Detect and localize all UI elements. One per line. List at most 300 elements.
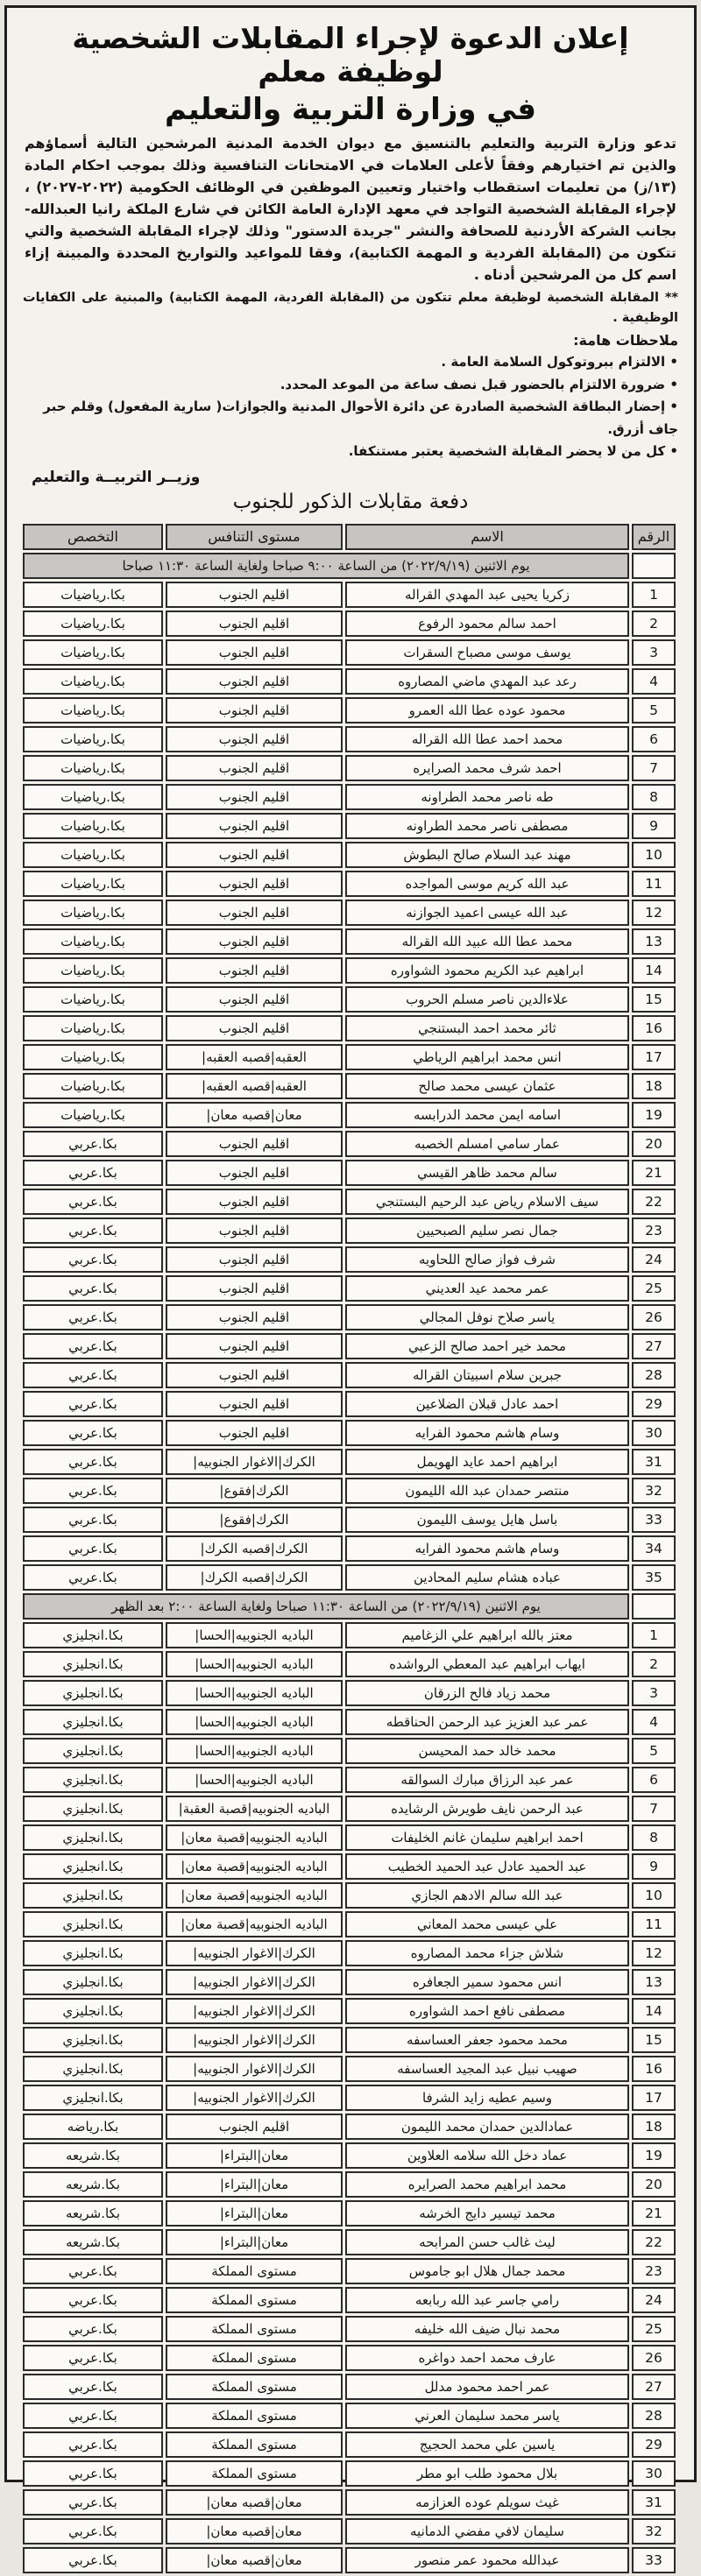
cell-level: الكرك|الاغوار الجنوبيه| — [166, 2085, 343, 2111]
table-row — [23, 755, 676, 781]
table-row — [23, 2431, 676, 2458]
cell-level: الباديه الجنوبيه|قصبة معان| — [166, 1882, 343, 1909]
cell-name: سليمان لافي مفضي الدمانيه — [345, 2518, 629, 2544]
table-row — [23, 2258, 676, 2284]
table-row — [23, 1535, 676, 1562]
cell-level: اقليم الجنوب — [166, 755, 343, 781]
cell-name: مصطفى ناصر محمد الطراونه — [345, 813, 629, 839]
cell-level: معان|البتراء| — [166, 2171, 343, 2198]
cell-specialization: بكا.انجليزي — [23, 1709, 163, 1735]
cell-specialization: بكا.شريعه — [23, 2200, 163, 2227]
cell-name: عباده هشام سليم المحادين — [345, 1564, 629, 1591]
table-row — [23, 1044, 676, 1070]
cell-level: الكرك|الاغوار الجنوبيه| — [166, 2056, 343, 2082]
table-row — [23, 2316, 676, 2342]
cell-specialization: بكا.عربي — [23, 2316, 163, 2342]
cell-level: اقليم الجنوب — [166, 871, 343, 897]
table-row — [23, 2171, 676, 2198]
table-row — [23, 957, 676, 984]
cell-specialization: بكا.انجليزي — [23, 1738, 163, 1764]
cell-level: الباديه الجنوبيه|الحسا| — [166, 1709, 343, 1735]
cell-number: 17 — [632, 1044, 676, 1070]
cell-number: 13 — [632, 1969, 676, 1995]
cell-name: علي عيسى محمد المعاني — [345, 1911, 629, 1937]
cell-level: الباديه الجنوبيه|الحسا| — [166, 1738, 343, 1764]
table-row — [23, 2027, 676, 2053]
cell-specialization: بكا.عربي — [23, 1362, 163, 1388]
cell-specialization: بكا.رياضيات — [23, 639, 163, 666]
cell-name: ياسر محمد سليمان العرني — [345, 2403, 629, 2429]
cell-name: احمد ابراهيم سليمان غانم الخليفات — [345, 1824, 629, 1851]
intro-paragraph: تدعو وزارة التربية والتعليم بالتنسيق مع ديوان الخدمة المدنية المرشحين التالية أسماؤهم والذين تم اختيارهم وفقاً لأعلى العلامات في الامتحانات التنافسية وذلك بموجب احكام المادة (١٣/ز) من تعليمات استقطاب واختيار وتعيين الموظفين في الوظائف الحكومية (٢٠٢٢-٢٠٢٧) ، لإجراء المقابلة الشخصية التواجد في معهد الإدارة العامة الكائن في شارع الملكة رانيا العبدالله-بجانب الشركة الأردنية للصحافة والنشر "جريدة الدستور" وذلك لإجراء المقابلة الشخصية والتي تتكون من (المقابلة الفردية و المهمة الكتابية)، وفقا للمواعيد والتواريخ المحددة والمبينة إزاء اسم كل من المرشحين أدناه . — [25, 135, 676, 283]
cell-name: عبد الله سالم الادهم الجازي — [345, 1882, 629, 1909]
cell-level: اقليم الجنوب — [166, 957, 343, 984]
cell-name: وسام هاشم محمود الفرايه — [345, 1420, 629, 1446]
table-row — [23, 1767, 676, 1793]
cell-name: مهند عبد السلام صالح البطوش — [345, 842, 629, 868]
session-header-row — [23, 1593, 676, 1620]
table-row — [23, 1189, 676, 1215]
cell-specialization: بكا.عربي — [23, 2489, 163, 2516]
cell-specialization: بكا.رياضيات — [23, 610, 163, 637]
cell-number: 8 — [632, 784, 676, 810]
cell-specialization: بكا.شريعه — [23, 2171, 163, 2198]
batch-title: دفعة مقابلات الذكور للجنوب — [232, 490, 469, 513]
cell-specialization: بكا.عربي — [23, 2287, 163, 2313]
cell-specialization: بكا.رياضه — [23, 2114, 163, 2140]
cell-specialization: بكا.عربي — [23, 2518, 163, 2544]
table-row — [23, 1824, 676, 1851]
cell-name: سيف الاسلام رياض عبد الرحيم البستنجي — [345, 1189, 629, 1215]
cell-level: مستوى المملكة — [166, 2460, 343, 2487]
table-row — [23, 1507, 676, 1533]
cell-number: 9 — [632, 813, 676, 839]
cell-level: الكرك|الاغوار الجنوبيه| — [166, 1969, 343, 1995]
cell-number: 2 — [632, 1651, 676, 1677]
cell-number: 6 — [632, 726, 676, 752]
table-row — [23, 1680, 676, 1706]
table-row — [23, 2489, 676, 2516]
cell-specialization: بكا.عربي — [23, 1535, 163, 1562]
cell-specialization: بكا.رياضيات — [23, 668, 163, 695]
table-row — [23, 784, 676, 810]
cell-number: 24 — [632, 2287, 676, 2313]
table-row — [23, 1391, 676, 1417]
cell-name: ابراهيم احمد عايد الهويمل — [345, 1449, 629, 1475]
cell-specialization: بكا.شريعه — [23, 2229, 163, 2255]
cell-specialization: بكا.عربي — [23, 2258, 163, 2284]
cell-specialization: بكا.عربي — [23, 1131, 163, 1157]
cell-specialization: بكا.رياضيات — [23, 986, 163, 1013]
cell-level: معان|البتراء| — [166, 2142, 343, 2169]
table-row — [23, 1709, 676, 1735]
cell-number: 14 — [632, 957, 676, 984]
cell-name: عبد الرحمن نايف طويرش الرشايده — [345, 1796, 629, 1822]
session-time: يوم الاثنين (٢٠٢٢/٩/١٩) من الساعة ٩:٠٠ صباحا ولغاية الساعة ١١:٣٠ صباحا — [23, 553, 629, 579]
session-empty-cell — [632, 1593, 676, 1620]
table-row — [23, 2287, 676, 2313]
notes-heading: ملاحظات هامة: — [573, 332, 678, 349]
cell-number: 19 — [632, 2142, 676, 2169]
cell-level: اقليم الجنوب — [166, 668, 343, 695]
cell-specialization: بكا.رياضيات — [23, 697, 163, 723]
cell-level: الباديه الجنوبيه|قصبة معان| — [166, 1824, 343, 1851]
cell-name: عبدالله محمود عمر منصور — [345, 2547, 629, 2573]
cell-number: 32 — [632, 1478, 676, 1504]
cell-number: 19 — [632, 1102, 676, 1128]
table-row — [23, 871, 676, 897]
table-row — [23, 1246, 676, 1273]
cell-number: 7 — [632, 1796, 676, 1822]
cell-level: اقليم الجنوب — [166, 1391, 343, 1417]
cell-specialization: بكا.رياضيات — [23, 813, 163, 839]
announcement-subtitle: في وزارة التربية والتعليم — [165, 92, 536, 127]
cell-name: عمادالدين حمدان محمد الليمون — [345, 2114, 629, 2140]
column-header-number: الرقم — [632, 524, 676, 550]
table-row — [23, 1102, 676, 1128]
cell-name: وسام هاشم محمود الفرايه — [345, 1535, 629, 1562]
table-row — [23, 2056, 676, 2082]
cell-specialization: بكا.عربي — [23, 1449, 163, 1475]
table-row — [23, 1853, 676, 1880]
note-item: • إحضار البطاقة الشخصية الصادرة عن دائرة الأحوال المدنية والجوازات( سارية المفعول) وقلم حبر جاف أزرق. — [23, 396, 678, 441]
cell-level: مستوى المملكة — [166, 2287, 343, 2313]
table-row — [23, 1882, 676, 1909]
cell-specialization: بكا.انجليزي — [23, 1651, 163, 1677]
cell-level: الكرك|الاغوار الجنوبيه| — [166, 1449, 343, 1475]
cell-specialization: بكا.انجليزي — [23, 1680, 163, 1706]
table-row — [23, 1564, 676, 1591]
cell-name: اسامه ايمن محمد الدرابسه — [345, 1102, 629, 1128]
cell-level: معان|البتراء| — [166, 2200, 343, 2227]
cell-specialization: بكا.عربي — [23, 2374, 163, 2400]
cell-name: عمر احمد محمود مدلل — [345, 2374, 629, 2400]
cell-specialization: بكا.رياضيات — [23, 900, 163, 926]
cell-level: اقليم الجنوب — [166, 1362, 343, 1388]
cell-number: 6 — [632, 1767, 676, 1793]
table-row — [23, 1738, 676, 1764]
cell-level: معان|قصبه معان| — [166, 1102, 343, 1128]
table-row — [23, 726, 676, 752]
cell-name: رعد عبد المهدي ماضي المصاروه — [345, 668, 629, 695]
cell-level: مستوى المملكة — [166, 2345, 343, 2371]
cell-level: الباديه الجنوبيه|الحسا| — [166, 1622, 343, 1648]
cell-specialization: بكا.رياضيات — [23, 957, 163, 984]
cell-number: 4 — [632, 668, 676, 695]
cell-specialization: بكا.عربي — [23, 2403, 163, 2429]
cell-level: اقليم الجنوب — [166, 1420, 343, 1446]
cell-number: 11 — [632, 1911, 676, 1937]
cell-level: معان|البتراء| — [166, 2229, 343, 2255]
cell-specialization: بكا.عربي — [23, 1478, 163, 1504]
table-row — [23, 582, 676, 608]
cell-specialization: بكا.رياضيات — [23, 871, 163, 897]
cell-specialization: بكا.عربي — [23, 1391, 163, 1417]
cell-specialization: بكا.عربي — [23, 2460, 163, 2487]
column-header-specialization: التخصص — [23, 524, 163, 550]
cell-name: عبد الحميد عادل عبد الحميد الخطيب — [345, 1853, 629, 1880]
table-row — [23, 1304, 676, 1330]
cell-specialization: بكا.رياضيات — [23, 726, 163, 752]
table-row — [23, 610, 676, 637]
cell-specialization: بكا.عربي — [23, 1160, 163, 1186]
cell-name: انس محمود سمير الجعافره — [345, 1969, 629, 1995]
cell-number: 2 — [632, 610, 676, 637]
cell-number: 15 — [632, 2027, 676, 2053]
cell-number: 34 — [632, 1535, 676, 1562]
cell-name: وسيم عطيه زايد الشرفا — [345, 2085, 629, 2111]
cell-name: محمد خالد حمد المحيسن — [345, 1738, 629, 1764]
cell-name: ليث غالب حسن المرابحه — [345, 2229, 629, 2255]
cell-number: 1 — [632, 582, 676, 608]
cell-specialization: بكا.عربي — [23, 1507, 163, 1533]
cell-name: محمد محمود جعفر العساسفه — [345, 2027, 629, 2053]
cell-name: صهيب نبيل عبد المجيد العساسفه — [345, 2056, 629, 2082]
cell-number: 24 — [632, 1246, 676, 1273]
cell-level: مستوى المملكة — [166, 2431, 343, 2458]
cell-number: 23 — [632, 1217, 676, 1244]
cell-specialization: بكا.انجليزي — [23, 1940, 163, 1966]
table-row — [23, 668, 676, 695]
cell-level: اقليم الجنوب — [166, 2114, 343, 2140]
cell-name: احمد شرف محمد الصرايره — [345, 755, 629, 781]
table-row — [23, 2460, 676, 2487]
table-row — [23, 1275, 676, 1302]
cell-name: طه ناصر محمد الطراونه — [345, 784, 629, 810]
cell-name: سالم محمد ظاهر القيسي — [345, 1160, 629, 1186]
cell-number: 10 — [632, 842, 676, 868]
cell-number: 8 — [632, 1824, 676, 1851]
cell-level: اقليم الجنوب — [166, 726, 343, 752]
cell-specialization: بكا.انجليزي — [23, 1969, 163, 1995]
cell-name: احمد سالم محمود الرفوع — [345, 610, 629, 637]
cell-number: 33 — [632, 2547, 676, 2573]
table-row — [23, 2114, 676, 2140]
cell-level: الكرك|فقوع| — [166, 1507, 343, 1533]
cell-name: ايهاب ابراهيم عبد المعطي الرواشده — [345, 1651, 629, 1677]
cell-level: اقليم الجنوب — [166, 842, 343, 868]
cell-number: 16 — [632, 2056, 676, 2082]
cell-number: 29 — [632, 2431, 676, 2458]
cell-level: اقليم الجنوب — [166, 1246, 343, 1273]
cell-name: غيث سويلم عوده العزازمه — [345, 2489, 629, 2516]
cell-number: 11 — [632, 871, 676, 897]
cell-name: معتز بالله ابراهيم علي الزغاميم — [345, 1622, 629, 1648]
note-item: • الالتزام ببروتوكول السلامة العامة . — [23, 351, 678, 374]
cell-level: مستوى المملكة — [166, 2374, 343, 2400]
cell-specialization: بكا.عربي — [23, 2345, 163, 2371]
cell-number: 18 — [632, 2114, 676, 2140]
table-row — [23, 2547, 676, 2573]
cell-number: 10 — [632, 1882, 676, 1909]
cell-number: 18 — [632, 1073, 676, 1099]
cell-name: عمار سامي امسلم الخصبه — [345, 1131, 629, 1157]
cell-specialization: بكا.رياضيات — [23, 1073, 163, 1099]
cell-name: جبرين سلام اسبيتان القراله — [345, 1362, 629, 1388]
cell-specialization: بكا.انجليزي — [23, 2056, 163, 2082]
cell-number: 29 — [632, 1391, 676, 1417]
cell-number: 26 — [632, 1304, 676, 1330]
cell-specialization: بكا.عربي — [23, 1333, 163, 1359]
cell-specialization: بكا.رياضيات — [23, 1044, 163, 1070]
table-row — [23, 1969, 676, 1995]
cell-level: اقليم الجنوب — [166, 1160, 343, 1186]
cell-number: 16 — [632, 1015, 676, 1041]
cell-name: محمد احمد عطا الله القراله — [345, 726, 629, 752]
table-row — [23, 1160, 676, 1186]
table-row — [23, 1217, 676, 1244]
table-row — [23, 2403, 676, 2429]
cell-specialization: بكا.رياضيات — [23, 1015, 163, 1041]
table-header — [23, 524, 676, 550]
cell-number: 35 — [632, 1564, 676, 1591]
cell-level: مستوى المملكة — [166, 2403, 343, 2429]
announcement-title: إعلان الدعوة لإجراء المقابلات الشخصية لوظيفة معلم — [72, 21, 629, 88]
cell-name: محمد ابراهيم محمد الصرايره — [345, 2171, 629, 2198]
cell-level: الكرك|قصبه الكرك| — [166, 1535, 343, 1562]
table-row — [23, 928, 676, 955]
cell-level: اقليم الجنوب — [166, 813, 343, 839]
cell-level: العقبه|قصبه العقبه| — [166, 1073, 343, 1099]
cell-specialization: بكا.عربي — [23, 2431, 163, 2458]
cell-level: اقليم الجنوب — [166, 1304, 343, 1330]
cell-name: محمد خير احمد صالح الزعبي — [345, 1333, 629, 1359]
table-row — [23, 1911, 676, 1937]
cell-name: محمود عوده عطا الله العمرو — [345, 697, 629, 723]
table-row — [23, 2345, 676, 2371]
cell-level: معان|قصبه معان| — [166, 2518, 343, 2544]
cell-name: بلال محمود طلب ابو مطر — [345, 2460, 629, 2487]
cell-number: 3 — [632, 639, 676, 666]
cell-name: احمد عادل قبلان الضلاعين — [345, 1391, 629, 1417]
cell-specialization: بكا.شريعه — [23, 2142, 163, 2169]
cell-number: 5 — [632, 1738, 676, 1764]
cell-number: 28 — [632, 2403, 676, 2429]
cell-level: اقليم الجنوب — [166, 1189, 343, 1215]
cell-name: عارف محمد احمد دواغره — [345, 2345, 629, 2371]
cell-number: 21 — [632, 1160, 676, 1186]
cell-specialization: بكا.انجليزي — [23, 1622, 163, 1648]
cell-level: اقليم الجنوب — [166, 582, 343, 608]
cell-name: ثائر محمد احمد البستنجي — [345, 1015, 629, 1041]
session-time: يوم الاثنين (٢٠٢٢/٩/١٩) من الساعة ١١:٣٠ صباحا ولغاية الساعة ٢:٠٠ بعد الظهر — [23, 1593, 629, 1620]
cell-number: 5 — [632, 697, 676, 723]
cell-number: 30 — [632, 1420, 676, 1446]
cell-name: ياسين علي محمد الحجيج — [345, 2431, 629, 2458]
table-row — [23, 2229, 676, 2255]
cell-name: انس محمد ابراهيم الرياطي — [345, 1044, 629, 1070]
cell-number: 22 — [632, 1189, 676, 1215]
cell-name: عماد دخل الله سلامه العلاوين — [345, 2142, 629, 2169]
note-item: • كل من لا يحضر المقابلة الشخصية يعتبر مستنكفا. — [23, 441, 678, 463]
cell-name: عبد الله كريم موسى المواجده — [345, 871, 629, 897]
cell-specialization: بكا.رياضيات — [23, 1102, 163, 1128]
table-row — [23, 1622, 676, 1648]
cell-level: اقليم الجنوب — [166, 928, 343, 955]
cell-level: اقليم الجنوب — [166, 1333, 343, 1359]
cell-name: عمر محمد عيد العديني — [345, 1275, 629, 1302]
cell-name: عبد الله عيسى اعميد الجوازنه — [345, 900, 629, 926]
candidates-table-body — [23, 553, 676, 2573]
cell-level: الكرك|الاغوار الجنوبيه| — [166, 1940, 343, 1966]
cell-number: 26 — [632, 2345, 676, 2371]
cell-name: رامي جاسر عبد الله ربابعه — [345, 2287, 629, 2313]
cell-level: اقليم الجنوب — [166, 986, 343, 1013]
cell-name: مصطفى نافع احمد الشواوره — [345, 1998, 629, 2024]
cell-number: 25 — [632, 2316, 676, 2342]
cell-specialization: بكا.عربي — [23, 1275, 163, 1302]
cell-number: 20 — [632, 2171, 676, 2198]
cell-name: باسل هايل يوسف الليمون — [345, 1507, 629, 1533]
cell-specialization: بكا.رياضيات — [23, 928, 163, 955]
cell-name: شرف فواز صالح اللحاويه — [345, 1246, 629, 1273]
minister-signature: وزيــر التربيــة والتعليم — [32, 468, 201, 486]
table-row — [23, 1420, 676, 1446]
table-row — [23, 1131, 676, 1157]
cell-name: علاءالدين ناصر مسلم الحروب — [345, 986, 629, 1013]
cell-level: الباديه الجنوبيه|الحسا| — [166, 1651, 343, 1677]
cell-level: الباديه الجنوبيه|الحسا| — [166, 1767, 343, 1793]
cell-number: 17 — [632, 2085, 676, 2111]
cell-level: اقليم الجنوب — [166, 1015, 343, 1041]
cell-number: 14 — [632, 1998, 676, 2024]
table-row — [23, 2142, 676, 2169]
cell-level: اقليم الجنوب — [166, 1217, 343, 1244]
cell-level: الباديه الجنوبيه|الحسا| — [166, 1680, 343, 1706]
cell-specialization: بكا.انجليزي — [23, 2027, 163, 2053]
table-row — [23, 697, 676, 723]
cell-number: 15 — [632, 986, 676, 1013]
cell-level: اقليم الجنوب — [166, 639, 343, 666]
cell-name: عثمان عيسى محمد صالح — [345, 1073, 629, 1099]
cell-level: الباديه الجنوبيه|قصبة العقبة| — [166, 1796, 343, 1822]
table-row — [23, 900, 676, 926]
cell-number: 7 — [632, 755, 676, 781]
table-row — [23, 1449, 676, 1475]
cell-level: معان|قصبه معان| — [166, 2547, 343, 2573]
cell-number: 9 — [632, 1853, 676, 1880]
table-row — [23, 813, 676, 839]
cell-level: اقليم الجنوب — [166, 900, 343, 926]
cell-name: محمد زياد فالح الزرقان — [345, 1680, 629, 1706]
cell-number: 30 — [632, 2460, 676, 2487]
cell-specialization: بكا.انجليزي — [23, 1824, 163, 1851]
table-row — [23, 1478, 676, 1504]
cell-level: الكرك|قصبه الكرك| — [166, 1564, 343, 1591]
starred-note: ** المقابلة الشخصية لوظيفة معلم تتكون من (المقابلة الفردية، المهمة الكتابية) والمبنية على الكفايات الوظيفية . — [23, 291, 678, 325]
cell-level: الباديه الجنوبيه|قصبة معان| — [166, 1853, 343, 1880]
cell-specialization: بكا.عربي — [23, 1246, 163, 1273]
cell-number: 13 — [632, 928, 676, 955]
cell-name: محمد تيسير دايج الخرشه — [345, 2200, 629, 2227]
cell-specialization: بكا.رياضيات — [23, 784, 163, 810]
table-row — [23, 2374, 676, 2400]
cell-specialization: بكا.انجليزي — [23, 1882, 163, 1909]
table-row — [23, 1015, 676, 1041]
cell-level: معان|قصبه معان| — [166, 2489, 343, 2516]
cell-specialization: بكا.عربي — [23, 1564, 163, 1591]
cell-number: 22 — [632, 2229, 676, 2255]
cell-number: 23 — [632, 2258, 676, 2284]
table-row — [23, 2085, 676, 2111]
table-row — [23, 1362, 676, 1388]
cell-level: اقليم الجنوب — [166, 1275, 343, 1302]
table-row — [23, 986, 676, 1013]
table-row — [23, 1073, 676, 1099]
cell-number: 28 — [632, 1362, 676, 1388]
cell-name: ابراهيم عبد الكريم محمود الشواوره — [345, 957, 629, 984]
candidates-table — [20, 521, 678, 2576]
